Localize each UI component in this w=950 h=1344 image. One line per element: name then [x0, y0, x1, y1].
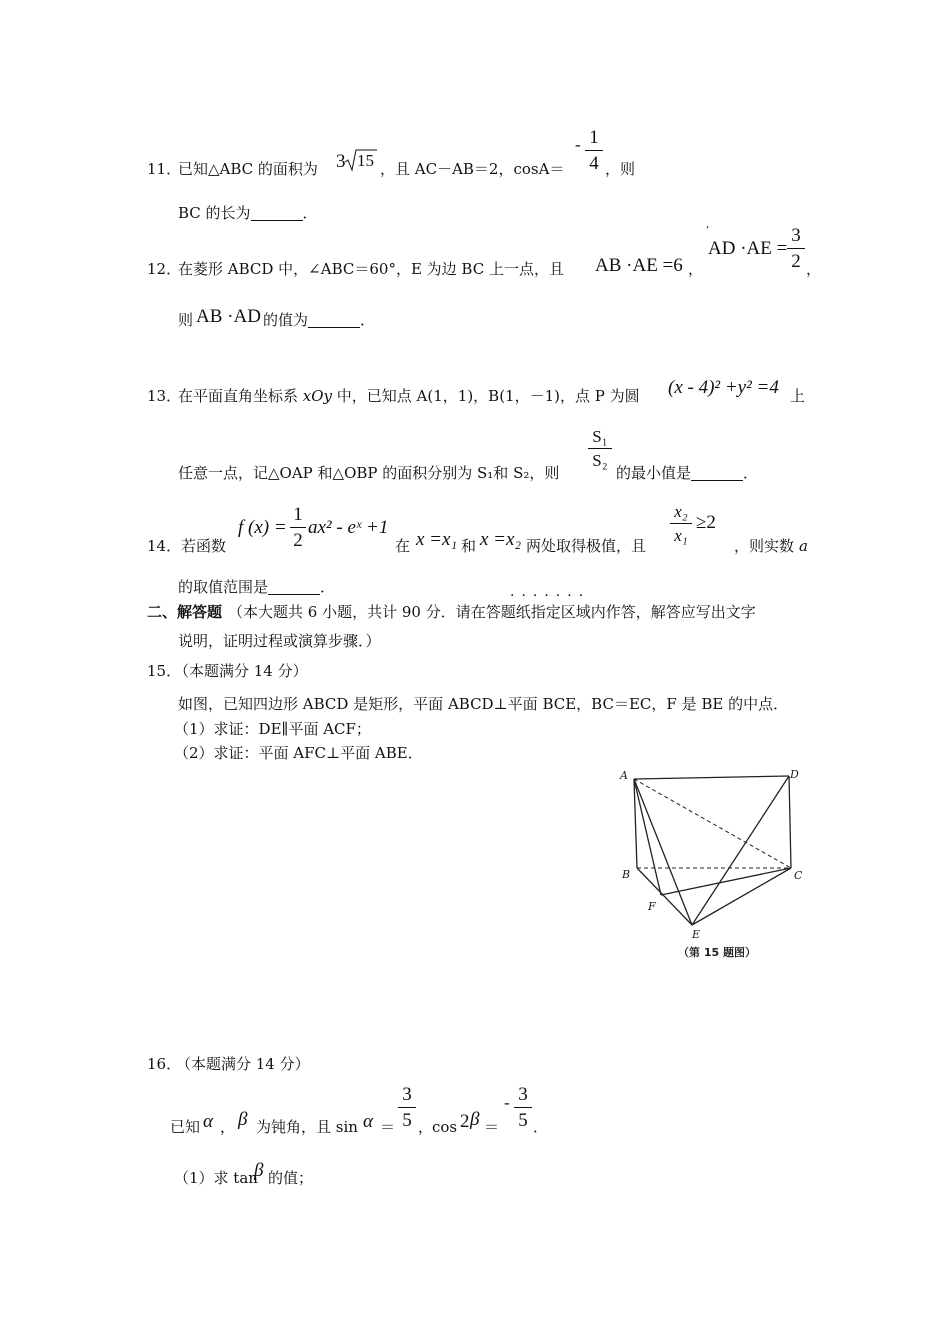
q14-r-den: x₁	[674, 526, 688, 545]
q16-points: （本题满分 14 分）	[176, 1055, 310, 1073]
q14-f-lhs: f (x) =	[238, 517, 287, 538]
q11-cos-den: 4	[589, 153, 599, 174]
section-text: （本大题共 6 小题，共计 90 分．请在答题纸指定区域内作答，解答应写出文字	[228, 603, 756, 621]
q13-line2-post: 的最小值是	[616, 464, 692, 482]
q12-comma1: ，	[688, 260, 704, 278]
q11-cos-fraction	[585, 128, 603, 173]
q12-comma2: ，	[806, 260, 822, 278]
q11-number: 11．	[147, 160, 182, 178]
q11-cos-num: 1	[589, 127, 599, 148]
q12-number: 12．	[147, 260, 182, 278]
q14-text-pre: 若函数	[181, 537, 227, 555]
q13-line2: 的最小值是 ．	[616, 464, 759, 482]
q12-frac-num: 3	[791, 225, 801, 246]
q14-at: 在	[395, 537, 411, 555]
q11-area-root: 15	[357, 151, 374, 170]
q14-text-post: ，则实数	[734, 537, 795, 555]
beta-symbol: β	[254, 1160, 264, 1181]
q16-eq2: ＝	[484, 1118, 500, 1136]
label-E: E	[692, 928, 701, 941]
answer-blank	[251, 219, 303, 221]
q14-x1: x =x₁	[416, 529, 458, 550]
label-A: A	[620, 769, 628, 782]
q16-end: ．	[533, 1118, 549, 1136]
q13-text-mid: 中，已知点 A(1，1)，B(1，－1)，点 P 为圆	[332, 387, 640, 405]
q14-f-frac-den: 2	[293, 530, 303, 551]
q11-minus: -	[575, 135, 581, 154]
q13-frac-num: S₁	[592, 427, 608, 446]
q14-f-frac-num: 1	[293, 504, 303, 525]
q16-number: 16．	[147, 1055, 182, 1073]
q11-line2-text: BC 的长为	[178, 204, 251, 222]
q13-text-post: 上	[790, 387, 806, 405]
q14-f-fraction	[290, 505, 306, 550]
q14-r-rhs: ≥2	[696, 512, 716, 533]
q14-line2-text: 的取值范围是	[178, 578, 269, 596]
edge-AC	[634, 779, 791, 868]
q14-and: 和	[461, 537, 477, 555]
alpha-symbol: α	[203, 1111, 213, 1132]
q11-line2: BC 的长为 ．	[178, 204, 318, 222]
q15-number: 15．	[147, 662, 182, 680]
q16-cos-fraction	[514, 1085, 532, 1130]
q15-stem: 如图，已知四边形 ABCD 是矩形，平面 ABCD⊥平面 BCE，BC＝EC，F 是 BE 的中点．	[178, 695, 789, 713]
label-D: D	[790, 768, 799, 781]
q15-figure	[612, 762, 822, 972]
q12-line2-expr: AB ·AD	[196, 306, 261, 327]
beta-symbol: β	[470, 1109, 480, 1130]
q13-xoy: xOy	[302, 387, 333, 405]
answer-blank	[691, 479, 743, 481]
q11-text: 已知△ABC 的面积为	[178, 160, 318, 178]
q11-text-post: ，则	[605, 160, 636, 178]
q14-ratio-fraction	[670, 503, 692, 544]
q16-part1-pre: （1）求 tan	[174, 1169, 258, 1187]
q12-text: 在菱形 ABCD 中，∠ABC＝60°，E 为边 BC 上一点，且	[178, 260, 564, 278]
alpha-symbol: α	[363, 1111, 373, 1132]
label-B: B	[622, 868, 631, 881]
section-text2: 说明，证明过程或演算步骤．）	[178, 632, 381, 650]
section-heading: 二、解答题	[147, 603, 223, 621]
q16-comma: ，	[418, 1118, 434, 1136]
q14-number: 14．	[147, 537, 182, 555]
q16-part1-post: 的值；	[268, 1169, 314, 1187]
figure-caption: （第 15 题图）	[678, 946, 756, 959]
q13-fraction	[588, 428, 612, 469]
q15-points: （本题满分 14 分）	[174, 662, 308, 680]
q14-f-rhs: ax² - eˣ +1	[308, 517, 389, 538]
q11-area-coef: 3	[336, 151, 346, 172]
q16-cos: cos	[432, 1118, 458, 1136]
q16-s-num: 3	[402, 1084, 412, 1105]
q13-text-pre: 在平面直角坐标系	[178, 387, 303, 405]
q16-sin-fraction	[398, 1085, 416, 1130]
q16-s-den: 5	[402, 1110, 412, 1131]
q16-sep: ，	[220, 1118, 236, 1136]
q14-line2: 的取值范围是 ．	[178, 578, 336, 596]
q16-eq: ＝	[380, 1118, 396, 1136]
edge-AE	[634, 779, 692, 925]
q16-two: 2	[460, 1111, 470, 1132]
q13-number: 13．	[147, 387, 182, 405]
q13-line2-pre: 任意一点，记△OAP 和△OBP 的面积分别为 S₁和 S₂，则	[178, 464, 560, 482]
q12-expr2: AD ·AE =	[708, 238, 788, 259]
q12-expr1: AB ·AE =6	[595, 255, 683, 276]
edge-DE	[692, 776, 789, 925]
q12-fraction	[787, 226, 805, 271]
label-C: C	[794, 869, 803, 882]
q15-part1: （1）求证：DE∥平面 ACF；	[174, 720, 371, 738]
edge-AD	[634, 776, 789, 779]
q16-c-num: 3	[518, 1084, 528, 1105]
q13-circle-eq: (x - 4)² +y² =4	[668, 377, 779, 398]
label-F: F	[648, 900, 656, 913]
q12-line2-post: 的值为	[263, 311, 309, 329]
q16-mid: 为钝角，且 sin	[256, 1118, 358, 1136]
beta-symbol: β	[238, 1109, 248, 1130]
q12-line2-pre: 则	[178, 311, 194, 329]
answer-blank	[268, 593, 320, 595]
edge-CE	[692, 868, 791, 925]
q16-pre: 已知	[170, 1118, 201, 1136]
edge-DC	[789, 776, 791, 868]
answer-blank	[308, 326, 360, 328]
q13-text	[178, 389, 640, 404]
q11-text-mid: ，且 AC－AB＝2，cosA＝	[380, 160, 565, 178]
q15-part2: （2）求证：平面 AFC⊥平面 ABE．	[174, 744, 423, 762]
q14-var-a: a	[799, 537, 808, 555]
q16-c-den: 5	[518, 1110, 528, 1131]
vector-mark: ,	[706, 219, 710, 230]
q14-text-mid: 两处取得极值，且	[526, 537, 647, 555]
q12-frac-den: 2	[791, 251, 801, 272]
edge-BE	[637, 868, 692, 925]
q14-x2: x =x₂	[480, 529, 522, 550]
q16-minus: -	[504, 1093, 510, 1112]
emphasis-dots: ·······	[510, 588, 591, 604]
q14-r-num: x₂	[674, 502, 688, 521]
q12-line2: 的值为 ．	[263, 311, 376, 329]
q13-frac-den: S₂	[592, 451, 608, 470]
